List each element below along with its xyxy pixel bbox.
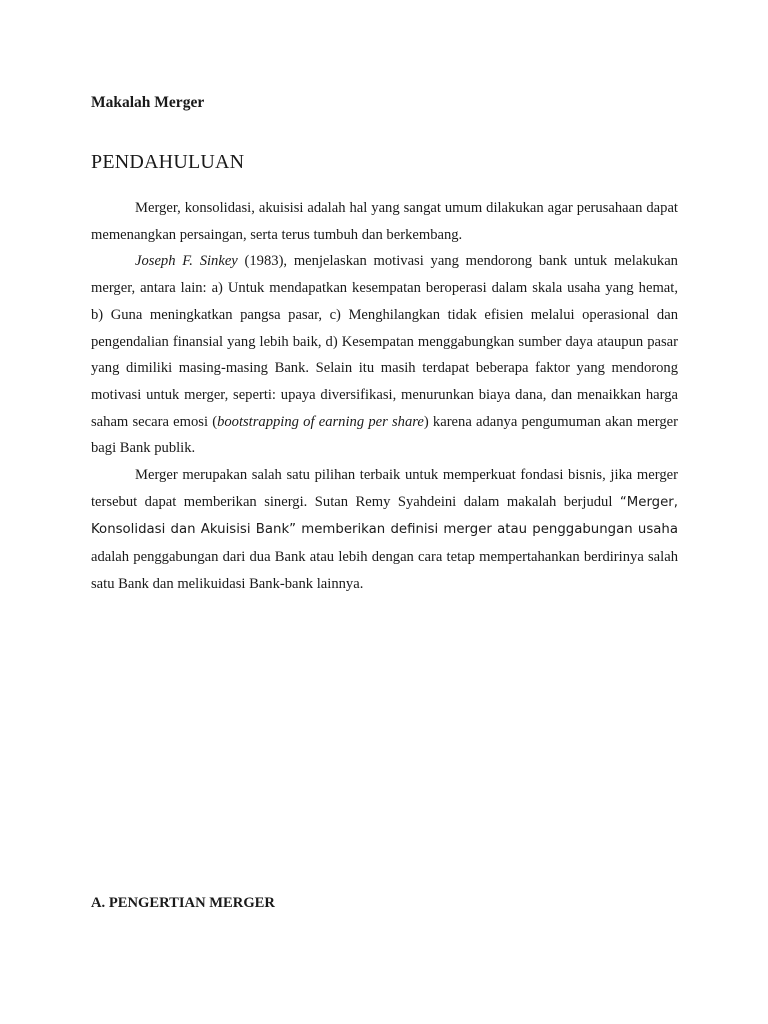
- body-text: [91, 195, 678, 598]
- paragraph-3-text-a: Merger merupakan salah satu pilihan terbaik untuk memperkuat fondasi bisnis, jika merger tersebut dapat memberikan sinergi. Sutan Remy Syahdeini dalam makalah berjudul: [91, 467, 678, 510]
- paragraph-3: [91, 462, 678, 598]
- section-heading-pendahuluan: PENDAHULUAN: [91, 151, 245, 173]
- paragraph-2: [91, 248, 678, 462]
- document-title: Makalah Merger: [91, 94, 205, 111]
- paragraph-1-text: Merger, konsolidasi, akuisisi adalah hal yang sangat umum dilakukan agar perusahaan dapat memenangkan persaingan, serta terus tumbuh dan berkembang.: [91, 200, 678, 243]
- subheading-pengertian-merger: A. PENGERTIAN MERGER: [91, 895, 275, 911]
- author-name: Joseph F. Sinkey: [135, 253, 238, 270]
- paragraph-2-text-a: (1983), menjelaskan motivasi yang mendorong bank untuk melakukan merger, antara lain: a) Untuk mendapatkan kesempatan beroperasi dalam skala usaha yang hemat, b) Guna meningkatkan pangsa pasar, c) Menghilangkan tidak efisien melalui operasional dan pengendalian finansial yang lebih baik, d) Kesempatan menggabungkan sumber daya ataupun pasar yang dimiliki masing-masing Bank. Selain itu masih terdapat beberapa faktor yang mendorong motivasi untuk merger, seperti: upaya diversifikasi, menurunkan biaya dana, dan menaikkan harga saham secara emosi (: [91, 253, 678, 430]
- paragraph-3-sans-segment: “Merger, Konsolidasi dan Akuisisi Bank” memberikan definisi merger atau penggabungan usaha: [91, 494, 678, 538]
- paragraph-1: [91, 195, 678, 248]
- paragraph-2-text-b: ) karena adanya pengumuman akan merger bagi Bank publik.: [91, 413, 678, 457]
- paragraph-3-text-b: adalah penggabungan dari dua Bank atau lebih dengan cara tetap mempertahankan berdirinya salah satu Bank dan melikuidasi Bank-bank lainnya.: [91, 549, 678, 592]
- italic-term: bootstrapping of earning per share: [217, 413, 424, 430]
